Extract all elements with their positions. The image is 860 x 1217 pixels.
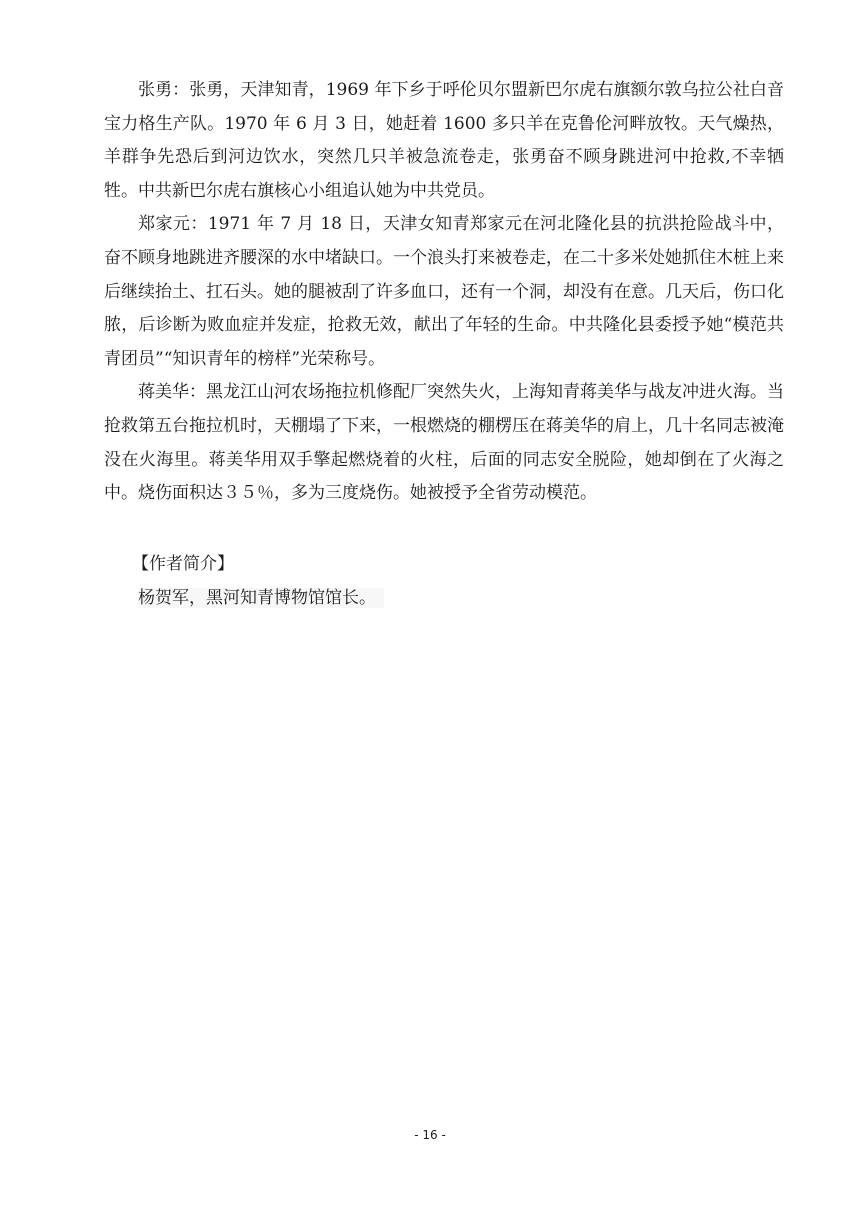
page-number: - 16 - — [414, 1128, 446, 1142]
author-bio-line — [104, 582, 784, 616]
paragraph-zheng-jiayuan: 郑家元：1971 年 7 月 18 日，天津女知青郑家元在河北隆化县的抗洪抢险战斗中，奋不顾身地跳进齐腰深的水中堵缺口。一个浪头打来被卷走，在二十多米处她抓住木桩上来后继续抬土、扛石头。她的腿被刮了许多血口，还有一个洞，却没有在意。几天后，伤口化脓，后诊断为败血症并发症，抢救无效，献出了年轻的生命。中共隆化县委授予她“模范共青团员”“知识青年的榜样”光荣称号。 — [104, 214, 784, 369]
paragraph-jiang-meihua: 蒋美华：黑龙江山河农场拖拉机修配厂突然失火，上海知青蒋美华与战友冲进火海。当抢救第五台拖拉机时，天棚塌了下来，一根燃烧的棚楞压在蒋美华的肩上，几十名同志被淹没在火海里。蒋美华用双手擎起燃烧着的火柱，后面的同志安全脱险，她却倒在了火海之中。烧伤面积达３５％，多为三度烧伤。她被授予全省劳动模范。 — [104, 382, 784, 504]
author-bio: 杨贺军，黑河知青博物馆馆长。 — [138, 588, 384, 608]
paragraph-zhang-yong: 张勇：张勇，天津知青，1969 年下乡于呼伦贝尔盟新巴尔虎右旗额尔敦乌拉公社白音宝力格生产队。1970 年 6 月 3 日，她赶着 1600 多只羊在克鲁伦河畔放牧。天气燥热，羊群争先恐后到河边饮水，突然几只羊被急流卷走，张勇奋不顾身跳进河中抢救,不幸牺牲。中共新巴尔虎右旗核心小组追认她为中共党员。 — [104, 80, 785, 201]
article-body — [104, 74, 784, 511]
author-section — [104, 548, 784, 615]
author-heading: 【作者简介】 — [132, 554, 234, 574]
